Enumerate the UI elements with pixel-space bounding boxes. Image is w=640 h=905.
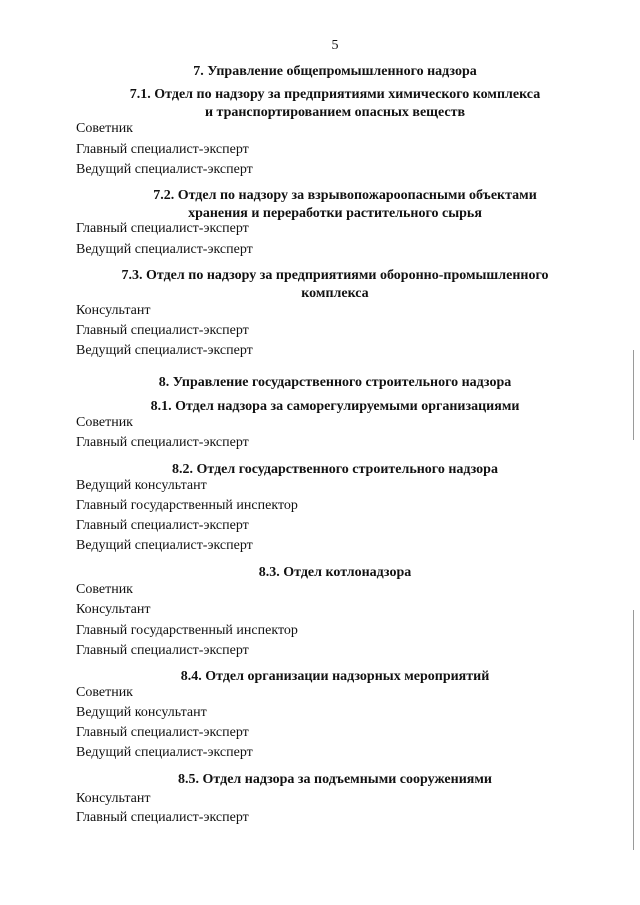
position-item: Главный специалист-эксперт: [76, 323, 249, 338]
dept-7-2-title-line2: хранения и переработки растительного сырья: [188, 206, 482, 221]
position-item: Главный специалист-эксперт: [76, 435, 249, 450]
position-item: Ведущий специалист-эксперт: [76, 162, 253, 177]
position-item: Консультант: [76, 602, 151, 617]
position-item: Главный специалист-эксперт: [76, 810, 249, 825]
dept-7-1-title-line1: 7.1. Отдел по надзору за предприятиями химического комплекса: [129, 87, 541, 102]
position-item: Советник: [76, 582, 133, 597]
position-item: Главный специалист-эксперт: [76, 221, 249, 236]
position-item: Главный специалист-эксперт: [76, 725, 249, 740]
dept-8-1-title: 8.1. Отдел надзора за саморегулируемыми организациями: [150, 399, 520, 414]
dept-8-2-title: 8.2. Отдел государственного строительного надзора: [172, 462, 498, 477]
position-item: Ведущий консультант: [76, 478, 207, 493]
position-item: Советник: [76, 121, 133, 136]
position-item: Ведущий специалист-эксперт: [76, 343, 253, 358]
dept-7-3-title-line1: 7.3. Отдел по надзору за предприятиями оборонно-промышленного: [121, 268, 549, 283]
position-item: Главный специалист-эксперт: [76, 142, 249, 157]
position-item: Ведущий консультант: [76, 705, 207, 720]
position-item: Ведущий специалист-эксперт: [76, 242, 253, 257]
section-7-title: 7. Управление общепромышленного надзора: [193, 64, 477, 79]
dept-8-5-title: 8.5. Отдел надзора за подъемными сооружениями: [178, 772, 492, 787]
position-item: Главный специалист-эксперт: [76, 643, 249, 658]
scan-edge-line: [633, 610, 634, 850]
position-item: Главный государственный инспектор: [76, 498, 298, 513]
section-8-title: 8. Управление государственного строительного надзора: [158, 375, 512, 390]
position-item: Консультант: [76, 791, 151, 806]
scan-edge-line: [633, 350, 634, 440]
dept-8-4-title: 8.4. Отдел организации надзорных мероприятий: [180, 669, 490, 684]
position-item: Ведущий специалист-эксперт: [76, 538, 253, 553]
dept-7-2-title-line1: 7.2. Отдел по надзору за взрывопожароопасными объектами: [153, 188, 537, 203]
position-item: Главный специалист-эксперт: [76, 518, 249, 533]
position-item: Ведущий специалист-эксперт: [76, 745, 253, 760]
position-item: Главный государственный инспектор: [76, 623, 298, 638]
dept-8-3-title: 8.3. Отдел котлонадзора: [258, 565, 412, 580]
position-item: Консультант: [76, 303, 151, 318]
dept-7-1-title-line2: и транспортированием опасных веществ: [204, 105, 466, 120]
page-number: 5: [331, 38, 339, 53]
position-item: Советник: [76, 685, 133, 700]
dept-7-3-title-line2: комплекса: [301, 286, 369, 301]
position-item: Советник: [76, 415, 133, 430]
